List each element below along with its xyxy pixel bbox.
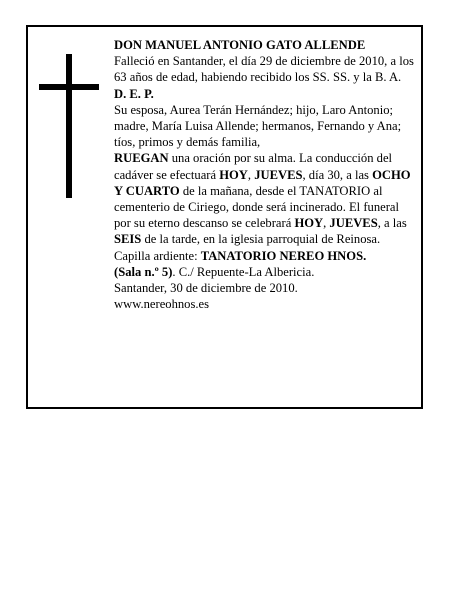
- hora-text: OCHO Y CUARTO: [114, 167, 411, 198]
- request-text-3: de la mañana, desde el TANATORIO al cementerio de Ciriego, donde será incinerado. El funeral por su eterno descanso se celebrará: [114, 183, 399, 231]
- place-date: Santander, 30 de diciembre de 2010.: [114, 281, 298, 296]
- hoy-text: HOY: [219, 167, 248, 182]
- cross-horizontal-bar: [39, 84, 99, 90]
- deceased-name: DON MANUEL ANTONIO GATO ALLENDE: [114, 38, 366, 52]
- rip-text: D. E. P.: [114, 86, 154, 101]
- seis-text: SEIS: [114, 232, 142, 247]
- chapel-address: . C./ Repuente-La Albericia.: [172, 264, 315, 279]
- chapel-name: TANATORIO NEREO HNOS.: [200, 248, 367, 263]
- notice-text: [114, 37, 416, 312]
- request-text-4: , a las: [377, 216, 407, 231]
- cross-icon: [39, 54, 99, 198]
- request-text-1: una oración por su alma. La conducción del cadáver se efectuará: [114, 151, 393, 182]
- request-paragraph: [114, 150, 416, 247]
- chapel-room: (Sala n.º 5): [114, 264, 173, 279]
- cross-vertical-bar: [66, 54, 72, 198]
- hoy-text-2: HOY: [294, 216, 324, 231]
- jueves-text: JUEVES: [254, 167, 303, 182]
- ruegan-text: RUEGAN: [114, 151, 169, 166]
- chapel-paragraph: [114, 248, 416, 280]
- death-statement: Falleció en Santander, el día 29 de diciembre de 2010, a los 63 años de edad, habiendo recibido los SS. SS. y la B. A.: [114, 54, 414, 85]
- chapel-label: Capilla ardiente:: [114, 248, 201, 263]
- request-comma-1: ,: [247, 167, 255, 182]
- family-list: Su esposa, Aurea Terán Hernández; hijo, Laro Antonio; madre, María Luisa Allende; hermanos, Fernando y Ana; tíos, primos y demás familia,: [114, 102, 402, 150]
- request-comma-2: ,: [323, 216, 330, 231]
- jueves-text-2: JUEVES: [329, 216, 378, 231]
- obituary-notice: [26, 25, 423, 409]
- website-text: www.nereohnos.es: [114, 297, 210, 312]
- request-text-2: , día 30, a las: [302, 167, 373, 182]
- request-text-5: de la tarde, en la iglesia parroquial de Reinosa.: [141, 232, 381, 247]
